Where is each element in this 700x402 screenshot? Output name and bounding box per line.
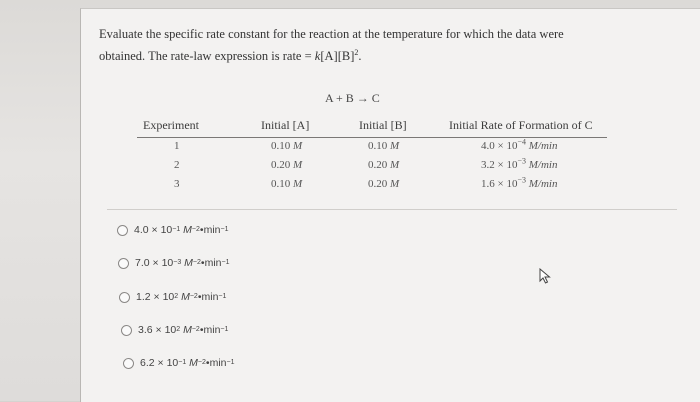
question-card — [80, 8, 700, 402]
row-2-initial-a — [271, 159, 302, 171]
radio-button-icon[interactable] — [121, 325, 132, 336]
header-initial-a: Initial [A] — [261, 118, 310, 132]
header-initial-rate: Initial Rate of Formation of C — [449, 118, 593, 132]
option-c-base: 1.2 × 10 — [136, 291, 175, 303]
row-1-a-unit: M — [293, 140, 303, 152]
header-experiment: Experiment — [143, 118, 199, 132]
rate-law-exponent: 2 — [354, 47, 359, 57]
row-2-b-unit: M — [390, 159, 400, 171]
option-e[interactable]: 6.2 × 10 −1 M −2 •min −1 — [123, 357, 234, 369]
option-a-base: 4.0 × 10 — [134, 224, 173, 236]
option-e-unit1: M — [189, 357, 198, 369]
row-2-b-value: 0.20 — [368, 159, 388, 171]
radio-button-icon[interactable] — [118, 258, 129, 269]
option-b-unit1: M — [184, 257, 193, 269]
option-d[interactable]: 3.6 × 10 2 M −2 •min −1 — [121, 324, 228, 336]
option-c[interactable]: 1.2 × 10 2 M −2 •min −1 — [119, 291, 226, 303]
row-1-rate — [481, 137, 558, 152]
row-3-initial-b — [368, 178, 399, 190]
question-text — [99, 23, 639, 67]
rate-law-expression: [A][B] — [320, 49, 355, 63]
row-1-experiment: 1 — [174, 140, 180, 152]
row-2-experiment: 2 — [174, 159, 180, 171]
option-d-unit2: •min — [199, 324, 221, 336]
row-3-rate-base: 1.6 × 10 — [481, 178, 518, 190]
option-b[interactable]: 7.0 × 10 −3 M −2 •min −1 — [118, 257, 229, 269]
option-e-unit2: •min — [205, 357, 227, 369]
mouse-pointer-icon — [539, 268, 553, 284]
question-line-2-prefix: obtained. The rate-law expression is rate = — [99, 49, 315, 63]
option-c-unit1: M — [181, 291, 190, 303]
option-a[interactable]: 4.0 × 10 −1 M −2 •min −1 — [117, 224, 228, 236]
row-3-a-unit: M — [293, 178, 303, 190]
row-3-rate-exp: −3 — [517, 175, 526, 185]
row-2-rate — [481, 156, 558, 171]
question-line-2-suffix: . — [358, 49, 362, 63]
row-1-b-unit: M — [390, 140, 400, 152]
row-3-b-value: 0.20 — [368, 178, 388, 190]
option-c-unit2: •min — [197, 291, 219, 303]
question-line-1: Evaluate the specific rate constant for the reaction at the temperature for which the data were — [99, 27, 564, 41]
header-initial-b: Initial [B] — [359, 118, 407, 132]
row-1-initial-b — [368, 140, 399, 152]
reaction-equation: A + B → C — [325, 91, 380, 105]
option-e-base: 6.2 × 10 — [140, 357, 179, 369]
question-line-2 — [99, 45, 639, 67]
row-1-b-value: 0.10 — [368, 140, 388, 152]
option-a-unit2: •min — [199, 224, 221, 236]
option-b-unit2: •min — [200, 257, 222, 269]
row-3-experiment: 3 — [174, 178, 180, 190]
row-2-rate-unit: M/min — [528, 159, 558, 171]
option-d-base: 3.6 × 10 — [138, 324, 177, 336]
option-d-unit1: M — [183, 324, 192, 336]
option-a-unit1: M — [183, 224, 192, 236]
row-1-rate-base: 4.0 × 10 — [481, 140, 518, 152]
option-b-base: 7.0 × 10 — [135, 257, 174, 269]
row-3-initial-a — [271, 178, 302, 190]
row-2-rate-base: 3.2 × 10 — [481, 159, 518, 171]
row-2-rate-exp: −3 — [517, 156, 526, 166]
row-1-rate-exp: −4 — [517, 137, 526, 147]
radio-button-icon[interactable] — [123, 358, 134, 369]
table-bottom-rule — [107, 209, 677, 210]
row-3-a-value: 0.10 — [271, 178, 291, 190]
row-1-rate-unit: M/min — [528, 140, 558, 152]
radio-button-icon[interactable] — [119, 292, 130, 303]
row-3-b-unit: M — [390, 178, 400, 190]
radio-button-icon[interactable] — [117, 225, 128, 236]
row-3-rate-unit: M/min — [528, 178, 558, 190]
table-header-rule — [137, 137, 607, 138]
row-2-a-unit: M — [293, 159, 303, 171]
row-2-initial-b — [368, 159, 399, 171]
row-1-a-value: 0.10 — [271, 140, 291, 152]
row-3-rate — [481, 175, 558, 190]
row-1-initial-a — [271, 140, 302, 152]
row-2-a-value: 0.20 — [271, 159, 291, 171]
rate-constant-symbol: k — [314, 49, 321, 63]
